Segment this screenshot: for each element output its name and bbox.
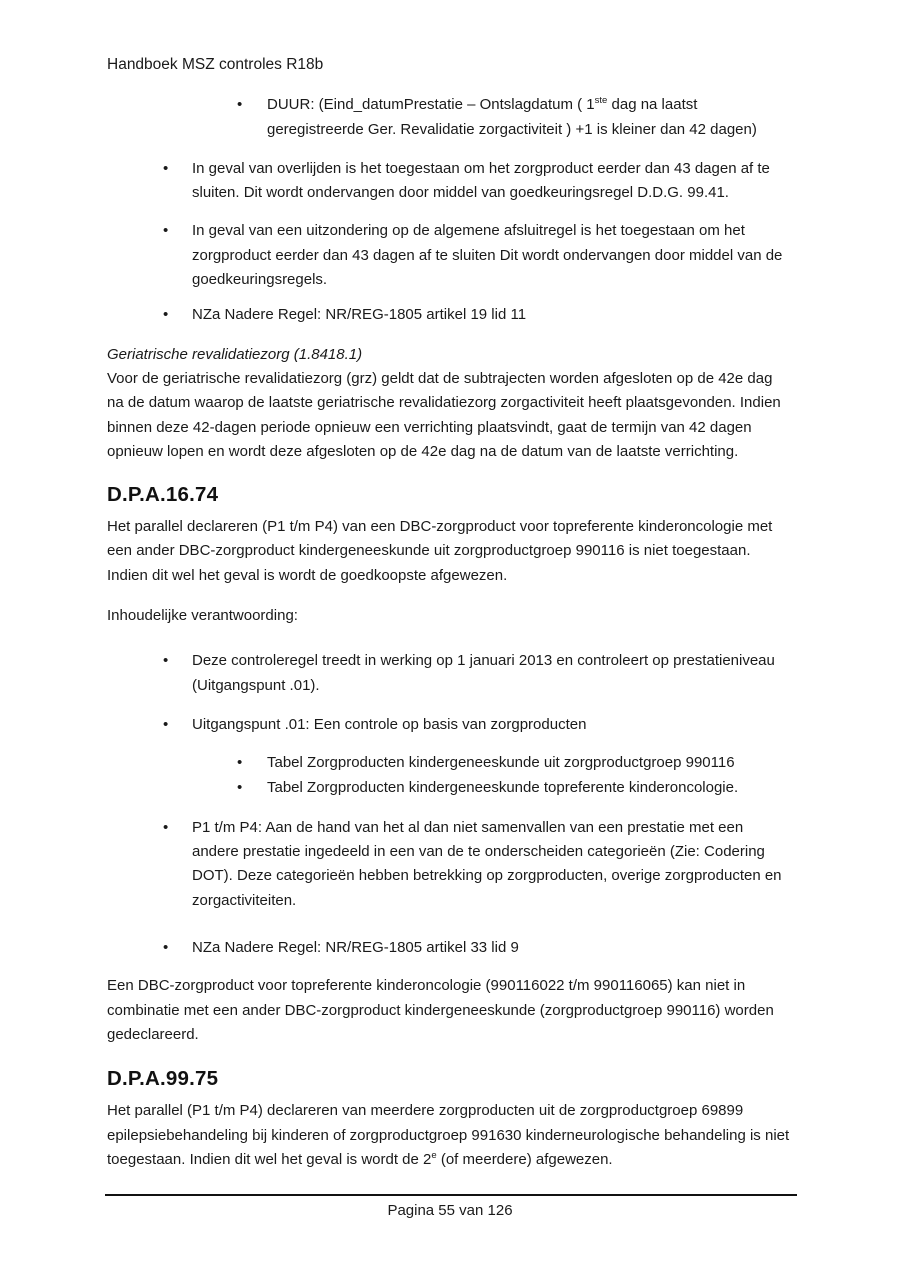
list-item-text: In geval van overlijden is het toegestaan om het zorgproduct eerder dan 43 dagen af te sluiten. Dit wordt ondervangen door middel van goedkeuringsregel D.D.G. 99.41. [192, 159, 770, 202]
bullet-icon: • [163, 652, 169, 670]
dpa-16-74-closing: Een DBC-zorgproduct voor topreferente kinderoncologie (990116022 t/m 990116065) kan niet in combinatie met een ander DBC-zorgproduct kindergeneeskunde (zorgproductgroep 990116) worden gedeclareerd. [107, 977, 774, 1043]
grz-subheading: Geriatrische revalidatiezorg (1.8418.1) [107, 345, 363, 363]
list-item-text [267, 93, 790, 142]
duur-superscript: ste [594, 95, 608, 107]
list-item-tabel-kinderoncologie [107, 776, 790, 800]
duur-text-pre: DUUR: (Eind_datumPrestatie – Ontslagdatum ( 1 [267, 96, 595, 114]
section-title-dpa-16-74: D.P.A.16.74 [107, 483, 219, 507]
page-number: Pagina 55 van 126 [387, 1202, 513, 1219]
dpa-99-75-text-pre: Het parallel (P1 t/m P4) declareren van meerdere zorgproducten uit de zorgproductgroep 69899 epilepsiebehandeling bij kinderen of zorgproductgroep 991630 kinderneurologische behandeling is niet toegestaan. Indien dit wel het geval is wordt de 2 [107, 1102, 790, 1168]
bullet-icon: • [237, 96, 243, 114]
list-item-text: NZa Nadere Regel: NR/REG-1805 artikel 19 lid 11 [192, 306, 527, 324]
list-item-text: Uitgangspunt .01: Een controle op basis van zorgproducten [192, 715, 587, 733]
duur-text-post: dag na laatst geregistreerde Ger. Revalidatie zorgactiviteit ) +1 is kleiner dan 42 dagen) [267, 96, 757, 138]
list-item-uitzondering [107, 219, 790, 292]
list-item-nza-regel-33 [107, 936, 790, 960]
list-item-text: Deze controleregel treedt in werking op 1 januari 2013 en controleert op prestatieniveau (Uitgangspunt .01). [192, 652, 775, 694]
dpa-99-75-intro [107, 1099, 790, 1172]
list-item-text: Tabel Zorgproducten kindergeneeskunde topreferente kinderoncologie. [267, 778, 739, 796]
dpa-99-75-text-post: (of meerdere) afgewezen. [436, 1150, 613, 1168]
list-item-uitgangspunt [107, 713, 790, 737]
document-header: Handboek MSZ controles R18b [107, 56, 324, 73]
bullet-icon: • [237, 778, 243, 796]
list-item-duur [107, 93, 790, 142]
bullet-icon: • [163, 222, 169, 240]
bullet-icon: • [163, 159, 169, 177]
bullet-icon: • [163, 939, 169, 957]
bullet-icon: • [237, 754, 243, 772]
bullet-icon: • [163, 818, 169, 836]
section-title-dpa-99-75: D.P.A.99.75 [107, 1067, 219, 1091]
verantwoording-label: Inhoudelijke verantwoording: [107, 607, 298, 625]
sub-bullet-group [107, 751, 790, 800]
list-item-text: NZa Nadere Regel: NR/REG-1805 artikel 33 lid 9 [192, 939, 519, 957]
list-item-text: P1 t/m P4: Aan de hand van het al dan niet samenvallen van een prestatie met een andere prestatie ingedeeld in een van de te onderscheiden categorieën (Zie: Codering DOT). Deze categorieën hebben betrekking op zorgproducten, overige zorgproducten en zorgactiviteiten. [192, 818, 782, 909]
list-item-nza-regel-19 [107, 303, 790, 327]
document-footer [0, 1194, 900, 1223]
list-item-text: In geval van een uitzondering op de algemene afsluitregel is het toegestaan om het zorgproduct eerder dan 43 dagen af te sluiten Dit wordt ondervangen door middel van de goedkeuringsregels. [192, 222, 783, 289]
dpa-99-75-superscript: e [431, 1149, 437, 1161]
list-item-tabel-990116 [107, 751, 790, 775]
list-item-p1-p4 [107, 816, 790, 913]
bullet-icon: • [163, 715, 169, 733]
list-item-text: Tabel Zorgproducten kindergeneeskunde uit zorgproductgroep 990116 [267, 754, 735, 772]
grz-paragraph: Voor de geriatrische revalidatiezorg (grz) geldt dat de subtrajecten worden afgesloten op de 42e dag na de datum waarop de laatste geriatrische revalidatiezorg zorgactiviteit heeft plaatsgevonden. Indien binnen deze 42-dagen periode opnieuw een verrichting plaatsvindt, gaat de termijn van 42 dagen opnieuw lopen en wordt deze afgesloten op de 42e dag na de datum van de laatste verrichting. [107, 369, 781, 460]
bullet-icon: • [163, 306, 169, 324]
dpa-16-74-intro: Het parallel declareren (P1 t/m P4) van een DBC-zorgproduct voor topreferente kinderoncologie met een ander DBC-zorgproduct kindergeneeskunde uit zorgproductgroep 990116 is niet toegestaan. Indien dit wel het geval is wordt de goedkoopste afgewezen. [107, 518, 773, 584]
list-item-controleregel [107, 649, 790, 698]
list-item-overlijden [107, 157, 790, 206]
